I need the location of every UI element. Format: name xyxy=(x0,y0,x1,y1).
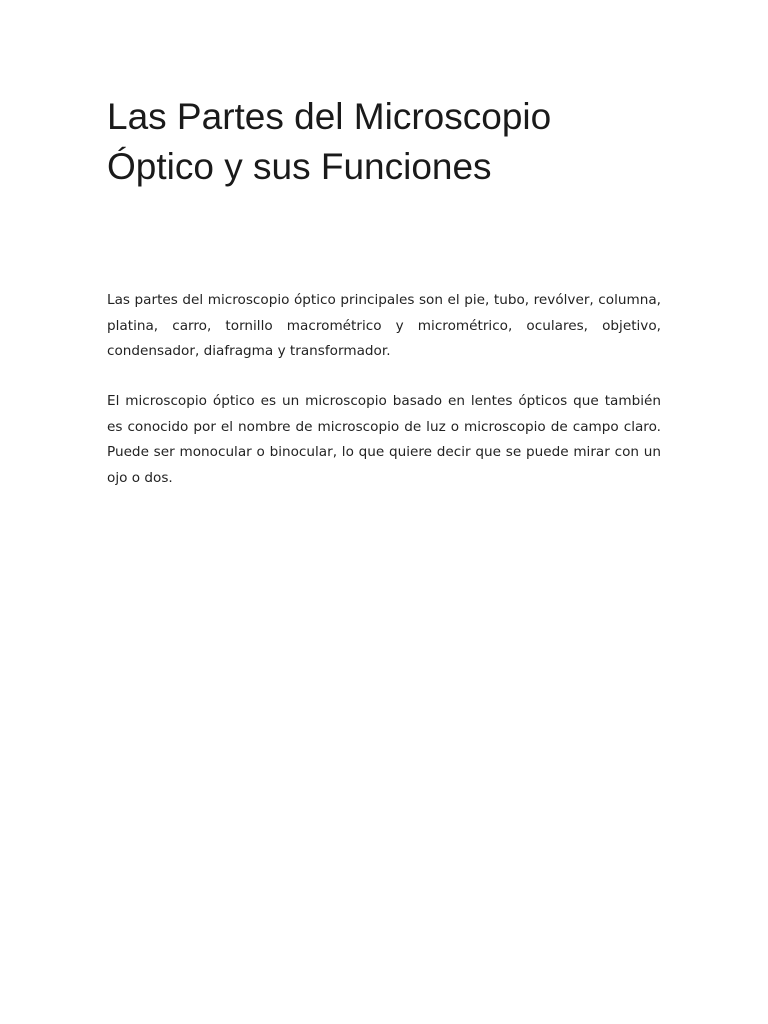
page-title-line-2: Óptico y sus Funciones xyxy=(107,146,492,187)
page-title xyxy=(107,92,667,192)
page-title-line-1: Las Partes del Microscopio xyxy=(107,96,552,137)
paragraph-parts-list: Las partes del microscopio óptico principales son el pie, tubo, revólver, columna, platina, carro, tornillo macrométrico y micrométrico, oculares, objetivo, condensador, diafragma y transformador. xyxy=(107,292,661,359)
paragraph-description: El microscopio óptico es un microscopio basado en lentes ópticos que también es conocido por el nombre de microscopio de luz o microscopio de campo claro. Puede ser monocular o binocular, lo que quiere decir que se puede mirar con un ojo o dos. xyxy=(107,393,661,486)
